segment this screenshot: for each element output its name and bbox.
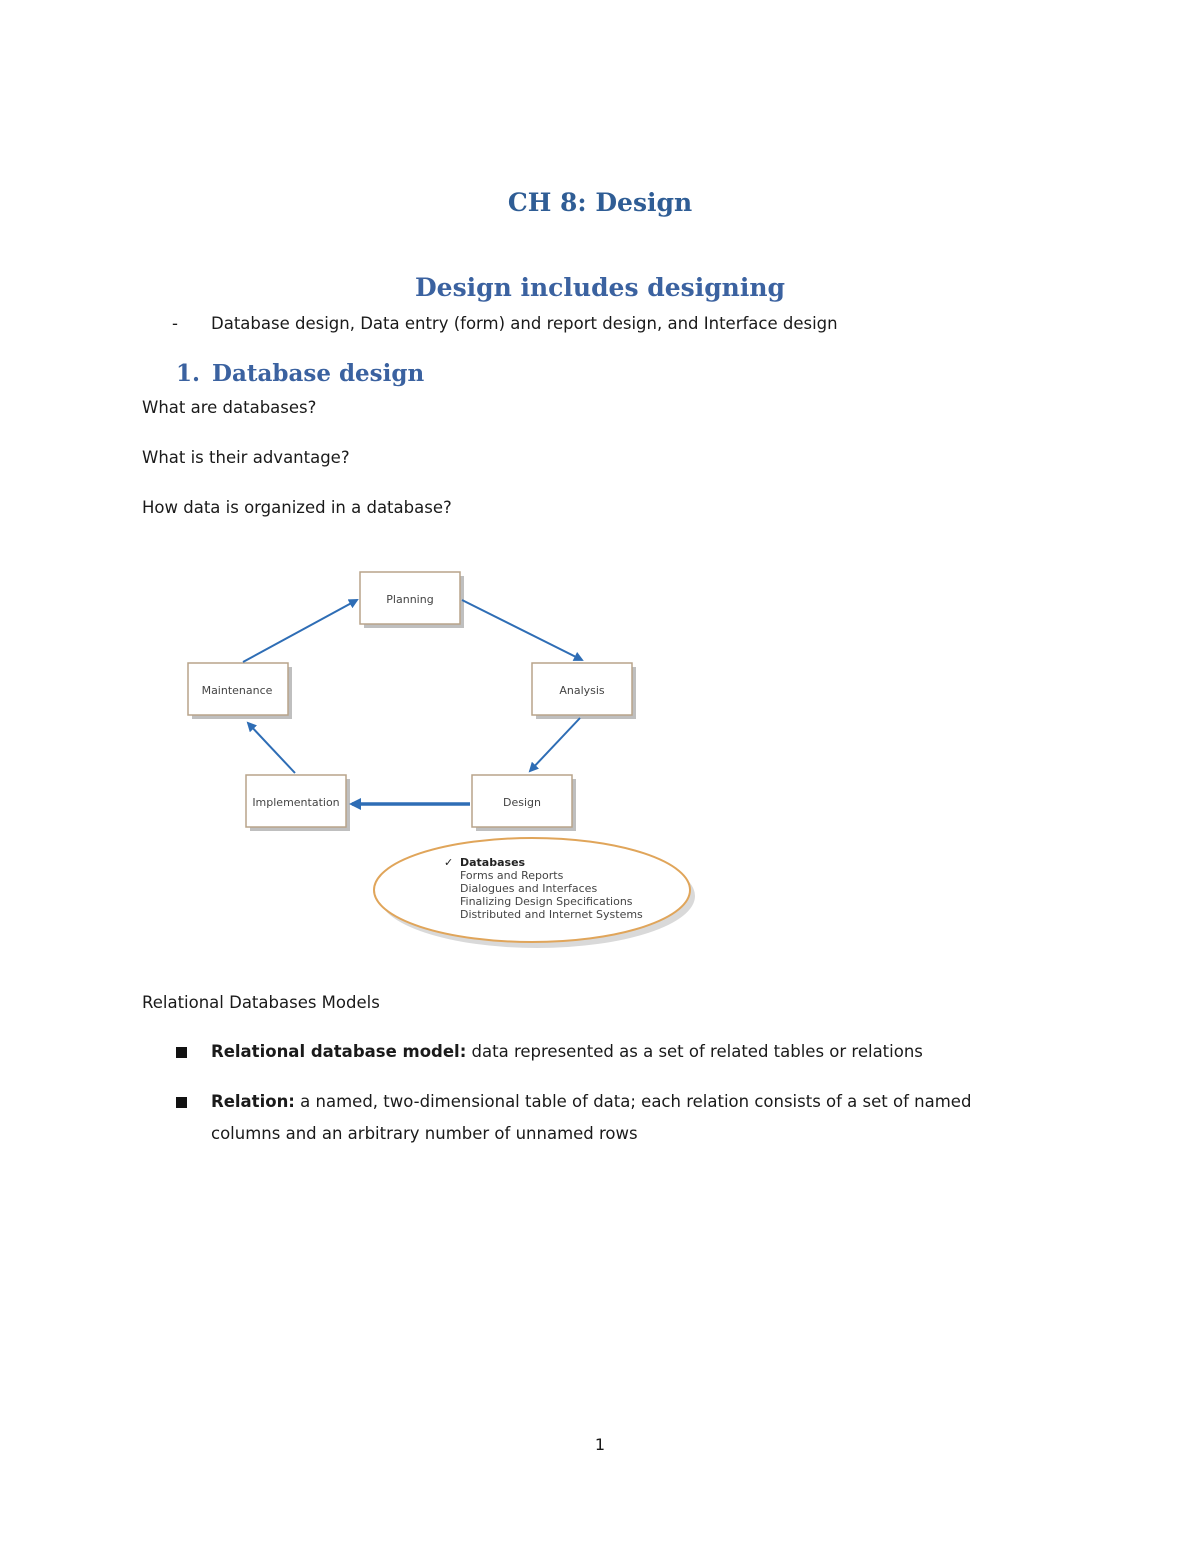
design-label: Design bbox=[503, 796, 541, 809]
square-bullet-icon bbox=[176, 1047, 187, 1058]
bullet-relation-continuation: columns and an arbitrary number of unnamed rows bbox=[211, 1124, 638, 1143]
bullet-relation bbox=[211, 1092, 971, 1111]
arrow-implementation-to-maintenance bbox=[248, 723, 295, 773]
bullet-text: data represented as a set of related tables or relations bbox=[466, 1042, 923, 1061]
oval-item-distributed: Distributed and Internet Systems bbox=[460, 908, 643, 921]
page-number: 1 bbox=[594, 1435, 606, 1454]
oval-item-databases: Databases bbox=[460, 856, 526, 869]
maintenance-label: Maintenance bbox=[201, 684, 273, 697]
section-subtitle: Design includes designing bbox=[414, 273, 786, 302]
question-1: What are databases? bbox=[142, 398, 317, 417]
oval-item-forms: Forms and Reports bbox=[460, 869, 564, 882]
implementation-label: Implementation bbox=[252, 796, 340, 809]
oval-item-dialogues: Dialogues and Interfaces bbox=[460, 882, 598, 895]
maintenance-box bbox=[188, 663, 292, 719]
square-bullet-icon bbox=[176, 1097, 187, 1108]
analysis-box bbox=[532, 663, 636, 719]
bullet-text: a named, two-dimensional table of data; each relation consists of a set of named bbox=[294, 1092, 972, 1111]
checkmark-icon: ✓ bbox=[444, 856, 454, 869]
arrow-analysis-to-design bbox=[530, 718, 580, 771]
dash-marker: - bbox=[172, 314, 178, 333]
bullet-term: Relation: bbox=[211, 1092, 295, 1111]
arrow-planning-to-analysis bbox=[462, 600, 582, 660]
section-heading-text: Database design bbox=[212, 360, 425, 387]
section-number: 1. bbox=[176, 360, 201, 387]
planning-box bbox=[360, 572, 464, 628]
implementation-box bbox=[246, 775, 350, 831]
bullet-term: Relational database model: bbox=[211, 1042, 467, 1061]
design-scope-text: Database design, Data entry (form) and report design, and Interface design bbox=[211, 314, 838, 333]
relational-models-title: Relational Databases Models bbox=[142, 993, 380, 1012]
question-3: How data is organized in a database? bbox=[142, 498, 452, 517]
oval-item-finalizing: Finalizing Design Specifications bbox=[460, 895, 633, 908]
arrow-maintenance-to-planning bbox=[243, 600, 357, 662]
design-box bbox=[472, 775, 576, 831]
planning-label: Planning bbox=[386, 593, 434, 606]
analysis-label: Analysis bbox=[559, 684, 605, 697]
bullet-relational-model bbox=[211, 1042, 923, 1061]
design-activities-oval bbox=[374, 838, 695, 948]
page-title: CH 8: Design bbox=[507, 188, 693, 217]
question-2: What is their advantage? bbox=[142, 448, 350, 467]
